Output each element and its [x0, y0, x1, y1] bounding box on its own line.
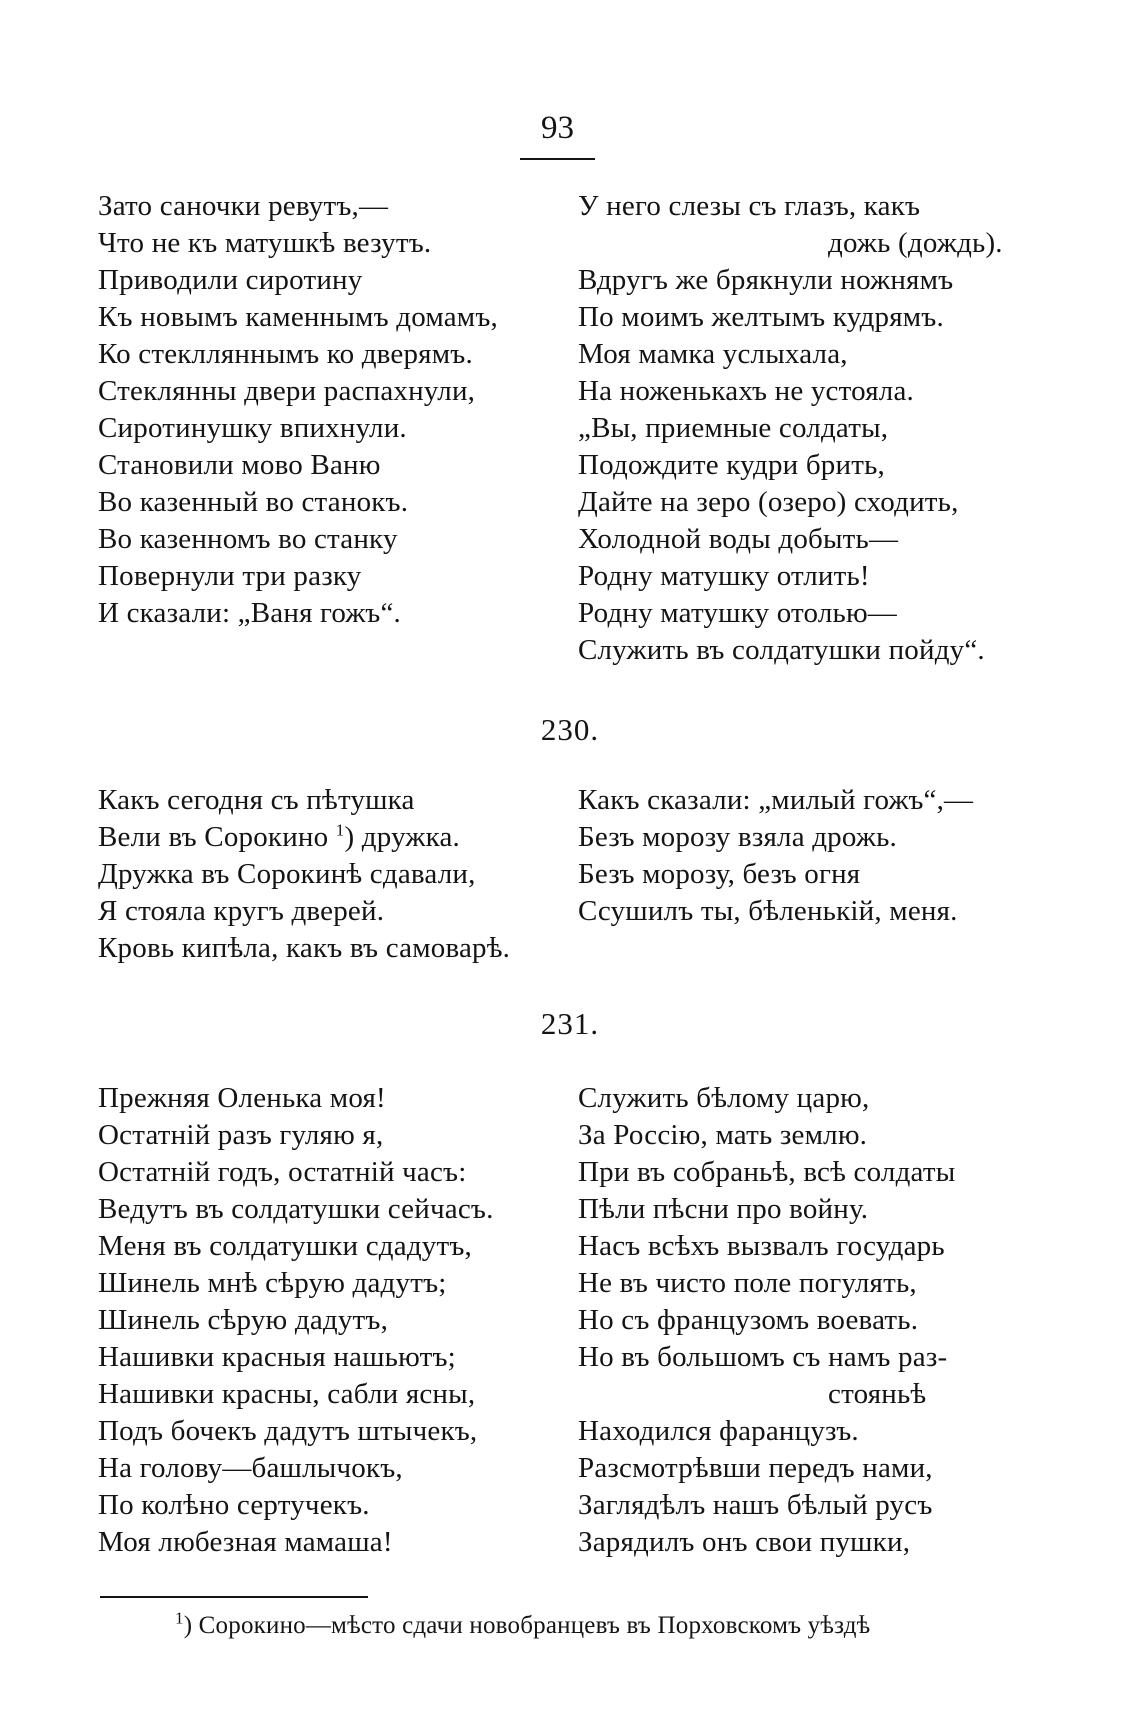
verse-line: Я стояла кругъ дверей.	[98, 895, 385, 927]
footnote-reference: 1	[335, 820, 345, 840]
verse-line: Вдругъ же брякнули ножнямъ	[578, 264, 954, 296]
song-number-230: 230.	[540, 712, 600, 747]
verse-line: Служить въ солдатушки пойду“.	[578, 634, 985, 666]
verse-line: Къ новымъ каменнымъ домамъ,	[98, 301, 498, 333]
verse-line: Заглядѣлъ нашъ бѣлый русъ	[578, 1489, 933, 1521]
verse-line: Но въ большомъ съ намъ раз-	[578, 1341, 948, 1373]
verse-line: Повернули три разку	[98, 560, 362, 592]
page-number: 93	[541, 110, 574, 146]
footnote-marker: 1	[175, 1608, 184, 1628]
verse-line: Моя мамка услыхала,	[578, 338, 848, 370]
verse-line: Во казенномъ во станку	[98, 523, 398, 555]
verse-line: Ссушилъ ты, бѣленькій, меня.	[578, 895, 958, 927]
verse-line: Приводили сиротину	[98, 264, 363, 296]
footnote	[175, 1608, 871, 1640]
verse-line: Находился фаранцузъ.	[578, 1415, 859, 1447]
verse-line: Разсмотрѣвши передъ нами,	[578, 1452, 933, 1484]
verse-line: Зато саночки ревутъ,—	[98, 190, 389, 222]
verse-line: „Вы, приемные солдаты,	[578, 412, 889, 444]
verse-line: Подъ бочекъ дадутъ штычекъ,	[98, 1415, 478, 1447]
verse-line: У него слезы съ глазъ, какъ	[578, 190, 921, 222]
verse-line: По моимъ желтымъ кудрямъ.	[578, 301, 944, 333]
verse-line: Ведутъ въ солдатушки сейчасъ.	[98, 1193, 494, 1225]
verse-line: Служить бѣлому царю,	[578, 1082, 870, 1114]
verse-line: Пѣли пѣсни про войну.	[578, 1193, 869, 1225]
song-231-left-column	[98, 1080, 494, 1561]
verse-line: Какъ сегодня съ пѣтушка	[98, 784, 415, 816]
song-231-right-column	[578, 1080, 955, 1561]
verse-line: При въ собраньѣ, всѣ солдаты	[578, 1156, 956, 1188]
verse-line: Остатній разъ гуляю я,	[98, 1119, 384, 1151]
verse-line: И сказали: „Ваня гожъ“.	[98, 597, 401, 629]
verse-line: Какъ сказали: „милый гожъ“,—	[578, 784, 974, 816]
verse-line-continuation: дожь (дождь).	[828, 227, 1003, 259]
verse-line: Что не къ матушкѣ везутъ.	[98, 227, 432, 259]
verse-line: Но съ французомъ воевать.	[578, 1304, 919, 1336]
footnote-separator	[100, 1596, 368, 1598]
verse-line: Нашивки красны, сабли ясны,	[98, 1378, 476, 1410]
verse-line: Меня въ солдатушки сдадутъ,	[98, 1230, 472, 1262]
verse-line: Стеклянны двери распахнули,	[98, 375, 476, 407]
verse-line: Шинель сѣрую дадутъ,	[98, 1304, 389, 1336]
song-continuation-right-column	[578, 188, 1003, 669]
verse-line-text-after-ref: ) дружка.	[344, 821, 461, 853]
verse-line: Зарядилъ онъ свои пушки,	[578, 1526, 911, 1558]
verse-line: Во казенный во станокъ.	[98, 486, 409, 518]
verse-line: Нашивки красныя нашьютъ;	[98, 1341, 456, 1373]
verse-line: Моя любезная мамаша!	[98, 1526, 393, 1558]
verse-line: Ко стеклляннымъ ко дверямъ.	[98, 338, 473, 370]
verse-line: Подождите кудри брить,	[578, 449, 885, 481]
verse-line: Безъ морозу взяла дрожь.	[578, 821, 897, 853]
footnote-text: ) Сорокино—мѣсто сдачи новобранцевъ въ Порховскомъ уѣздѣ	[183, 1612, 871, 1639]
verse-line: Дружка въ Сорокинѣ сдавали,	[98, 858, 476, 890]
verse-line: Прежняя Оленька моя!	[98, 1082, 386, 1114]
verse-line: Остатній годъ, остатній часъ:	[98, 1156, 467, 1188]
song-number-231: 231.	[540, 1006, 600, 1041]
verse-line-with-footnote	[98, 819, 510, 856]
verse-line: Холодной воды добыть—	[578, 523, 899, 555]
page-number-underline	[520, 158, 595, 160]
verse-line: На голову—башлычокъ,	[98, 1452, 403, 1484]
verse-line: По колѣно сертучекъ.	[98, 1489, 370, 1521]
verse-line-text: Вели въ Сорокино	[98, 821, 329, 853]
verse-line: Дайте на зеро (озеро) сходить,	[578, 486, 959, 518]
verse-line: Насъ всѣхъ вызвалъ государь	[578, 1230, 945, 1262]
song-continuation-left-column	[98, 188, 498, 632]
song-230-right-column	[578, 782, 973, 930]
verse-line: За Россію, мать землю.	[578, 1119, 868, 1151]
verse-line: Становили мово Ваню	[98, 449, 381, 481]
verse-line: Безъ морозу, безъ огня	[578, 858, 861, 890]
verse-line: Сиротинушку впихнули.	[98, 412, 407, 444]
song-230-left-column	[98, 782, 510, 967]
verse-line-continuation: стояньѣ	[828, 1378, 927, 1410]
verse-line: Не въ чисто поле погулять,	[578, 1267, 917, 1299]
verse-line: Шинель мнѣ сѣрую дадутъ;	[98, 1267, 447, 1299]
verse-line: Родну матушку отлить!	[578, 560, 870, 592]
verse-line: На ноженькахъ не устояла.	[578, 375, 914, 407]
verse-line: Кровь кипѣла, какъ въ самоварѣ.	[98, 932, 511, 964]
verse-line: Родну матушку отолью—	[578, 597, 898, 629]
